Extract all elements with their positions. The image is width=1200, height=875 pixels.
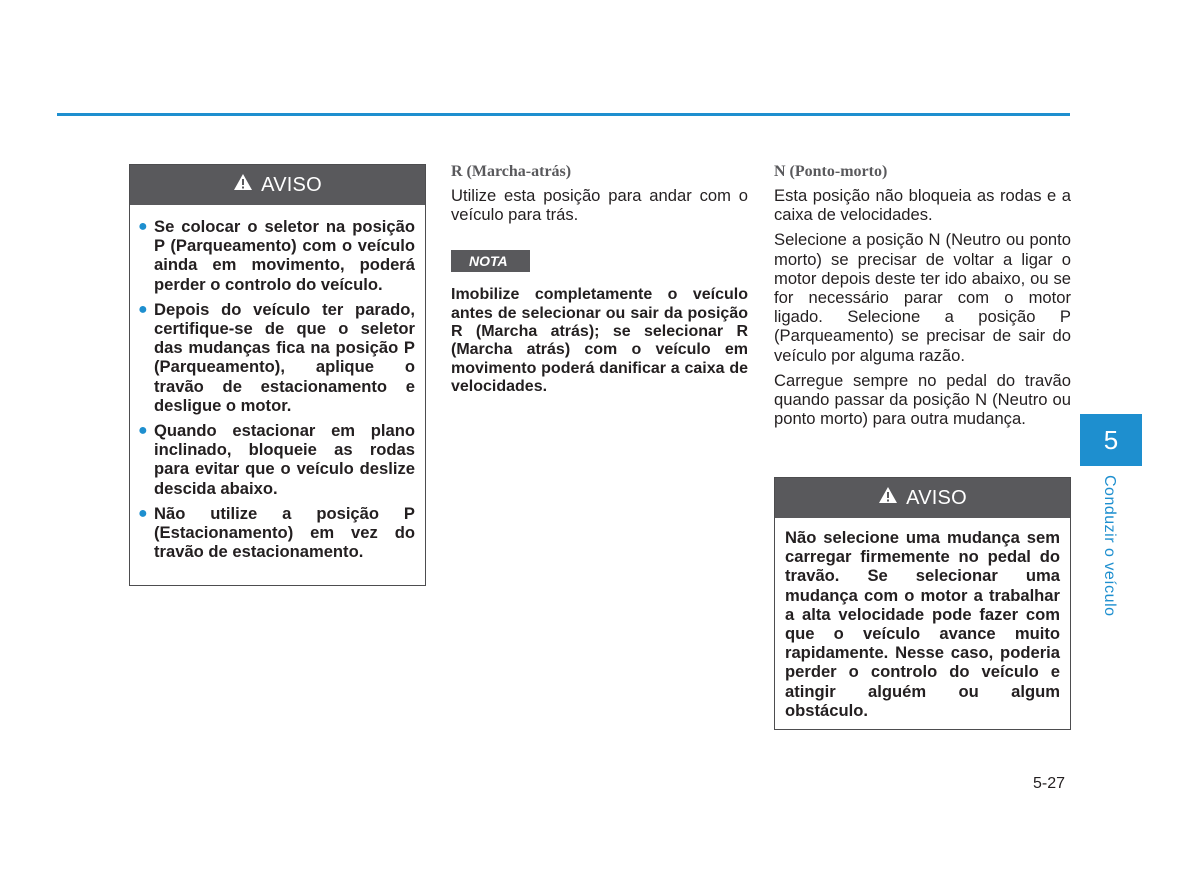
list-item-text: Depois do veículo ter parado, certifique-se de que o seletor das mudanças fica na posição P (Parqueamento), aplique o travão de estacionamento e desligue o motor. <box>154 299 415 415</box>
header-rule <box>57 113 1070 116</box>
section-title: N (Ponto-morto) <box>774 163 888 180</box>
note-text: Imobilize completamente o veículo antes de selecionar ou sair da posição R (Marcha atrás); se selecionar R (Marcha atrás) com o veículo em movimento poderá danificar a caixa de velocidades. <box>451 286 748 395</box>
bullet-icon: ● <box>138 422 148 440</box>
list-item-text: Quando estacionar em plano inclinado, bloqueie as rodas para evitar que o veículo deslize descida abaixo. <box>154 421 415 498</box>
section-title: R (Marcha-atrás) <box>451 163 572 180</box>
warning-triangle-icon <box>878 486 898 510</box>
paragraph: Carregue sempre no pedal do travão quando passar da posição N (Neutro ou ponto morto) para outra mudança. <box>774 370 1071 429</box>
list-item <box>138 299 415 415</box>
chapter-tab <box>1080 414 1142 466</box>
page-number: 5-27 <box>1033 775 1066 792</box>
list-item <box>138 503 415 562</box>
warning-header <box>775 478 1070 518</box>
list-item <box>138 217 415 294</box>
right-warning-box <box>774 477 1071 730</box>
chapter-number: 5 <box>1103 424 1119 455</box>
warning-list <box>130 205 425 571</box>
reverse-section <box>451 163 748 396</box>
note-label: NOTA <box>451 250 530 272</box>
left-warning-box <box>129 164 426 586</box>
warning-title: AVISO <box>261 173 322 196</box>
bullet-icon: ● <box>138 300 148 318</box>
warning-triangle-icon <box>233 173 253 197</box>
list-item <box>138 421 415 498</box>
paragraph: Utilize esta posição para andar com o veículo para trás. <box>451 186 748 225</box>
bullet-icon: ● <box>138 218 148 235</box>
list-item-text: Não utilize a posição P (Estacionamento) em vez do travão de estacionamento. <box>154 503 415 562</box>
paragraph: Esta posição não bloqueia as rodas e a caixa de velocidades. <box>774 186 1071 225</box>
warning-title: AVISO <box>906 486 967 509</box>
warning-header <box>130 165 425 205</box>
bullet-icon: ● <box>138 504 148 522</box>
chapter-label: Conduzir o veículo <box>1101 475 1118 617</box>
list-item-text: Se colocar o seletor na posição P (Parqueamento) com o veículo ainda em movimento, poderá perder o controlo do veículo. <box>154 217 415 294</box>
neutral-section <box>774 163 1071 434</box>
warning-text: Não selecione uma mudança sem carregar firmemente no pedal do travão. Se selecionar uma mudança com o motor a trabalhar a alta velocidade pode fazer com que o veículo avance muito rapidamente. Nesse caso, poderia perder o controlo do veículo e atingir alguém ou algum obstáculo. <box>785 528 1060 720</box>
paragraph: Selecione a posição N (Neutro ou ponto morto) se precisar de voltar a ligar o motor depois deste ter ido abaixo, ou se for necessário parar com o motor ligado. Selecione a posição P (Parqueamento) se precisar de sair do veículo por alguma razão. <box>774 230 1071 365</box>
